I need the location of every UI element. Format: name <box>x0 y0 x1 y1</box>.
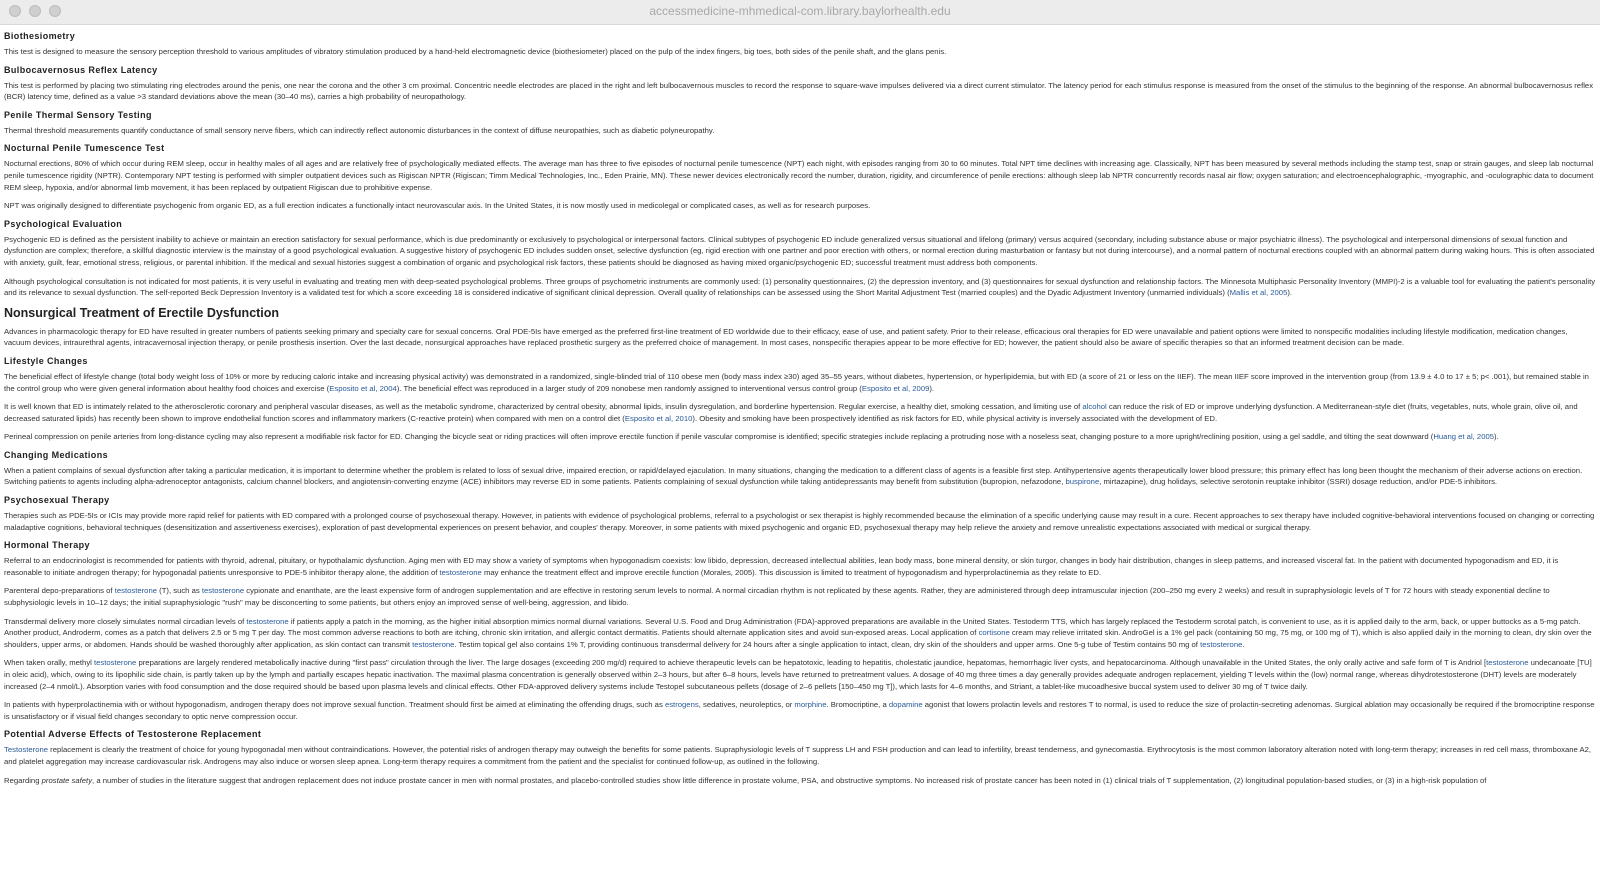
text: ). Obesity and smoking have been prospectively identified as risk factors for ED, while physical activity is inversely associated with the development of ED. <box>692 413 1218 423</box>
heading-nonsurgical-treatment: Nonsurgical Treatment of Erectile Dysfunction <box>4 305 280 320</box>
text: Transdermal delivery more closely simulates normal circadian levels of <box>4 616 247 626</box>
drug-link[interactable]: cortisone <box>978 628 1010 638</box>
drug-link[interactable]: testosterone <box>439 567 482 577</box>
text: It is well known that ED is intimately related to the atherosclerotic coronary and peripheral vascular diseases, as well as the metabolic syndrome, characterized by central obesity, abnormal lipids, insulin dysregulation, and borderline hypertension. Regular exercise, a healthy diet, smoking cessation, and limiting use of <box>4 402 1083 412</box>
drug-link[interactable]: alcohol <box>1082 402 1107 412</box>
text: preparations are largely rendered metabolically inactive during "first pass" circulation through the liver. The large dosages (exceeding 200 mg/d) required to achieve therapeutic levels can be hepatotoxic, leading to hepatitis, cholestatic jaundice, hepatomas, hemorrhagic liver cysts, and hepatocarcinoma. Although unavailable in the United States, the only orally active and safe form of T is Andriol [ <box>136 658 1487 668</box>
citation-link[interactable]: Esposito et al, 2004 <box>329 383 397 393</box>
text: ). <box>1287 288 1293 298</box>
text: cream may relieve irritated skin. AndroGel is a 1% gel pack (containing 50 mg, 75 mg, or 100 mg of T), which is also applied daily in the morning to clean, dry skin over the shoulders, upper arms, or abdomen. Hands should be washed thoroughly after application, as skin contact can transmit <box>4 628 1592 649</box>
emphasis-text: prostate safety <box>41 775 93 785</box>
text: Parenteral depo-preparations of <box>4 586 115 596</box>
heading-psychological-evaluation: Psychological Evaluation <box>4 218 123 229</box>
text: Regarding <box>4 775 42 785</box>
paragraph <box>4 465 1596 488</box>
text: ). <box>1494 432 1499 442</box>
window-url: accessmedicine-mhmedical-com.library.baylorhealth.edu <box>649 4 951 18</box>
text: if patients apply a patch in the morning, as the higher initial absorption mimics normal diurnal variations. Several U.S. Food and Drug Administration (FDA)-approved preparations are available in the United States. Testoderm TTS, which has largely replaced the Testoderm scrotal patch, is convenient to use, as it is applied daily to the arm, back, or upper buttocks as a 5-mg patch. Another product, Androderm, comes as a patch that delivers 2.5 or 5 mg T per day. The most common adverse reactions to both are itching, chronic skin irritation, and allergic contact dermatitis. Patients should alternate application sites and avoid sun-exposed areas. Local application of <box>4 616 1581 638</box>
drug-link[interactable]: testosterone <box>1486 658 1529 668</box>
article-content <box>0 31 1600 786</box>
text: can reduce the risk of ED or improve underlying dysfunction. A Mediterranean-style diet (fruits, vegetables, nuts, whole grain, olive oil, and decreased saturated lipids) has recently been shown to improve endothelial function scores and inflammatory markers (C-reactive protein) when compared with men on a control diet ( <box>4 402 1578 423</box>
text: When taken orally, methyl <box>4 658 95 668</box>
paragraph <box>4 699 1596 722</box>
text: ). <box>929 383 935 393</box>
drug-link[interactable]: testosterone <box>412 639 455 649</box>
paragraph <box>4 585 1596 608</box>
text: Although psychological consultation is not indicated for most patients, it is very useful in evaluating and treating men with deep-seated psychological problems. Three groups of psychometric instruments are commonly used: (1) personality questionnaires, (2) the depression inventory, and (3) questionnaires for sexual dysfunction and relationship factors. The Minnesota Multiphasic Personality Inventory (MMPI)-2 is a valuable tool for evaluating the patient's personality and its relevance to sexual dysfunction. The self-reported Beck Depression Inventory is a validated test for which a score exceeding 18 is considered indicative of significant clinical depression. Overall quality of relationships can be assessed using the Short Marital Adjustment Test (married couples) and the Dyadic Adjustment Inventory (unmarried individuals) ( <box>4 276 1596 298</box>
paragraph: Psychogenic ED is defined as the persistent inability to achieve or maintain an erection satisfactory for sexual performance, which is due predominantly or exclusively to psychological or interpersonal factors. Clinical subtypes of psychogenic ED include generalized versus situational and lifelong (primary) versus acquired (secondary, including substance abuse or major psychiatric illness). The psychological and interpersonal dimensions of sexual function and dysfunction are complex; therefore, a skillful diagnostic interview is the mainstay of a good psychological evaluation. A suggestive history of psychogenic ED includes sudden onset, selective dysfunction (eg, rigid erection with one partner and poor erection with others, or normal erection during masturbation or fantasy but not during intercourse), and a normal pattern of nocturnal erections coupled with an abnormal pattern during waking hours. This is often associated with anxiety, guilt, fear, emotional stress, religious, or parental inhibition. If the medical and sexual histories suggest a combination of organic and psychological risk factors, these patients should be diagnosed as having mixed organic/psychogenic ED; successful treatment must address both components. <box>4 234 1595 267</box>
paragraph: This test is performed by placing two stimulating ring electrodes around the penis, one near the corona and the other 3 cm proximal. Concentric needle electrodes are placed in the right and left bulbocavernous muscles to record the response to square-wave impulses delivered via a direct current stimulator. The latency period for each stimulus response is measured from the onset of the stimulus to the beginning of the response. An abnormal bulbocavernosus reflex (BCR) latency time, defined as a value >3 standard deviations above the mean (30–40 ms), carries a high probability of neuropathology. <box>4 80 1594 102</box>
text: cypionate and enanthate, are the least expensive form of androgen supplementation and are effective in restoring serum levels to normal. A normal circadian rhythm is not replicated by these agents. Rather, they are administered through deep intramuscular injection (200–250 mg every 2 weeks) and result in supraphysiologic levels of T for 72 hours with steady exponential decline to subphysiologic levels in 10–12 days; the initial supraphysiologic "rush" may be disconcerting to some patients, but others enjoy an improved sense of well-being, aggression, and libido. <box>4 586 1550 608</box>
heading-thermal-testing: Penile Thermal Sensory Testing <box>4 109 152 120</box>
paragraph <box>4 431 1596 443</box>
paragraph <box>4 657 1596 692</box>
heading-bcr-latency: Bulbocavernosus Reflex Latency <box>4 64 158 75</box>
drug-link[interactable]: testosterone <box>114 586 157 596</box>
paragraph <box>4 401 1596 424</box>
text: , mirtazapine), drug holidays, selective serotonin reuptake inhibitor (SSRI) dosage reduction, and/or PDE-5 inhibitors. <box>1099 477 1498 487</box>
paragraph: Advances in pharmacologic therapy for ED have resulted in greater numbers of patients seeking primary and specialty care for sexual concerns. Oral PDE-5Is have emerged as the preferred first-line treatment of ED worldwide due to their efficacy, ease of use, and patient safety. Prior to their release, efficacious oral therapies for ED were unavailable and patient options were limited to nonspecific modalities including lifestyle modification, medication changes, vacuum devices, intraurethral agents, intracavernosal injection therapy, or penile prosthesis insertion. Over the last decade, nonsurgical approaches have replaced prosthetic surgery as the preferred choice of management. In most cases, nonspecific therapies appear to be more effective for ED; however, the patient should also be aware of specific therapies so that an informed treatment decision can be made. <box>4 326 1568 348</box>
heading-lifestyle-changes: Lifestyle Changes <box>4 355 88 366</box>
text: The beneficial effect of lifestyle change (total body weight loss of 10% or more by reducing caloric intake and increasing physical activity) was demonstrated in a randomized, single-blinded trial of 110 obese men (body mass index ≥30) aged 35–55 years, without diabetes, hypertension, or hyperlipidemia, but with ED (a score of 21 or less on the IIEF). The mean IIEF score improved in the intervention group (from 13.9 ± 4.0 to 17 ± 5; p< .001), but remained stable in the control group who were given general information about healthy food choices and exercise ( <box>4 371 1589 393</box>
heading-changing-medications: Changing Medications <box>4 449 109 460</box>
drug-link[interactable]: testosterone <box>1200 639 1243 649</box>
citation-link[interactable]: Esposito et al, 2009 <box>861 383 930 393</box>
paragraph: NPT was originally designed to differentiate psychogenic from organic ED, as a full erection indicates a functionally intact neurovascular axis. In the United States, it is now mostly used in medicolegal or complicated cases, as well as for research purposes. <box>4 201 871 211</box>
text: agonist that lowers prolactin levels and restores T to normal, is used to reduce the size of prolactin-secreting adenomas. Surgical ablation may occasionally be required if the bromocriptine response is unsatisfactory or if visual field changes secondary to optic nerve compression occur. <box>4 700 1595 721</box>
heading-hormonal-therapy: Hormonal Therapy <box>4 540 90 551</box>
heading-adverse-effects: Potential Adverse Effects of Testosterone Replacement <box>4 729 262 740</box>
text: , a number of studies in the literature suggest that androgen replacement does not induce prostate cancer in men with normal prostates, and placebo-controlled studies show little difference in prostate volume, PSA, and obstructive symptoms. No increased risk of prostate cancer has been noted in (1) clinical trials of T supplementation, (2) longitudinal population-based studies, or (3) in a high-risk population of <box>92 775 1487 785</box>
text: ). The beneficial effect was reproduced in a larger study of 209 nonobese men randomly assigned to interventional versus control group ( <box>396 383 862 393</box>
text: , sedatives, neuroleptics, or <box>698 700 795 710</box>
text: . <box>1242 639 1245 649</box>
text: Perineal compression on penile arteries from long-distance cycling may also represent a modifiable risk factor for ED. Changing the bicycle seat or riding practices will often improve erectile function if penile vascular compromise is identified; specific strategies include replacing a protruding nose with a noseless seat, changing posture to a more upright/reclining position, using a gel saddle, and tilting the seat downward ( <box>4 432 1434 442</box>
text: (T), such as <box>157 586 202 596</box>
text: undecanoate [TU] in oleic acid), which, owing to its lipophilic side chain, is partly taken up by the lymph and partially escapes hepatic inactivation. The maximal plasma concentration is generally observed within 2–3 hours, but after 6–8 hours, levels have returned to pretreatment values. A dosage of 40 mg three times a day generally provides adequate androgen replacement, yielding T levels within the (low) normal range, whereas dihydrotestosterone (DHT) levels are moderately increased (2–4 nmol/L). Absorption varies with food consumption and the dose required should be based upon plasma levels and clinical effects. Other FDA-approved delivery systems include Testopel subcutaneous pellets (dosage of 2–6 pellets [150–450 mg T]), which lasts for 4–6 months, and Striant, a tablet-like mucoadhesive buccal system used to deliver 30 mg of T twice daily. <box>4 658 1592 691</box>
paragraph: Therapies such as PDE-5Is or ICIs may provide more rapid relief for patients with ED compared with a prolonged course of psychosexual therapy. However, in patients with evidence of psychological problems, referral to a psychologist or sex therapist is highly recommended because the elimination of a specific underlying cause may result in a cure. Recent approaches to sex therapy have included cognitive-behavioral interventions focused on changing or correcting maladaptive cognitions, behavioral techniques (desensitization and assertiveness exercises), exploration of past developmental experiences on present behavior, and couples' therapy. Moreover, in some patients with mixed psychogenic and organic ED, psychosexual therapy may help relieve the anxiety and remove unrealistic expectations associated with medical or surgical therapy. <box>4 511 1595 532</box>
paragraph: Thermal threshold measurements quantify conductance of small sensory nerve fibers, which can indirectly reflect autonomic disturbances in the context of diffuse neuropathies, such as diabetic polyneuropathy. <box>4 125 715 135</box>
drug-link[interactable]: testosterone <box>246 616 289 626</box>
text: When a patient complains of sexual dysfunction after taking a particular medication, it is important to determine whether the problem is related to loss of sexual drive, impaired erection, or rapid/delayed ejaculation. In many situations, changing the medication to a different class of agents is a feasible first step. Antihypertensive agents therapeutically lower blood pressure; this primary effect has long been thought the mechanism of their adverse actions on erection. Switching patients to agents including alpha-adrenoceptor antagonists, calcium channel blockers, and angiotensin-converting enzyme (ACE) inhibitors may reverse ED in some patients. Patients complaining of sexual dysfunction while taking antidepressants may benefit from substitution (bupropion, nefazodone, <box>4 465 1583 487</box>
citation-link[interactable]: Esposito et al, 2010 <box>624 413 693 423</box>
text: replacement is clearly the treatment of choice for young hypogonadal men without contraindications. However, the potential risks of androgen therapy may outweigh the benefits for some patients. Supraphysiologic levels of T suppress LH and FSH production and can lead to infertility, breast tenderness, and gynecomastia. Erythrocytosis is the most common laboratory alteration noted with long-term therapy; increases in red cell mass, thromboxane A2, and platelet aggregation may increase cardiovascular risk. Androgens may also induce or worsen sleep apnea. Long-term therapy requires a commitment from the patient and the specialist for continued follow-up, as outlined in the following. <box>4 745 1592 766</box>
drug-link[interactable]: estrogens <box>664 700 699 710</box>
text: In patients with hyperprolactinemia with or without hypogonadism, androgen therapy does not improve sexual function. Treatment should first be aimed at eliminating the offending drugs, such as <box>4 700 665 710</box>
paragraph: This test is designed to measure the sensory perception threshold to various amplitudes of vibratory stimulation produced by a hand-held electromagnetic device (biothesiometer) placed on the pulp of the index fingers, big toes, both sides of the penile shaft, and the glans penis. <box>4 47 947 56</box>
paragraph <box>4 371 1596 394</box>
text: may enhance the treatment effect and improve erectile function (Morales, 2005). This discussion is limited to treatment of hypogonadism and hyperprolactinemia as they relate to ED. <box>481 567 1102 577</box>
text: Referral to an endocrinologist is recommended for patients with thyroid, adrenal, pituitary, or hypothalamic dysfunction. Aging men with ED may show a variety of symptoms when hypogonadism coexists: low libido, depression, decreased intellectual abilities, lean body mass, bone mineral density, or skin turgor, changes in body hair distribution, changes in sleep patterns, and increased visceral fat. In the patient with documented hypogonadism and ED, it is reasonable to initiate androgen therapy; for hypogonadal patients unresponsive to PDE-5 inhibitor therapy alone, the addition of <box>4 556 1559 577</box>
citation-link[interactable]: Huang et al, 2005 <box>1433 432 1495 442</box>
paragraph <box>4 276 1596 299</box>
text: . Testim topical gel also contains 1% T, providing continuous transdermal delivery for 24 hours after a single application to intact, clean, dry skin of the shoulders and upper arms. One 5-g tube of Testim contains 50 mg of <box>454 639 1201 649</box>
paragraph <box>4 744 1596 767</box>
paragraph: Nocturnal erections, 80% of which occur during REM sleep, occur in healthy males of all ages and are relatively free of psychologically mediated effects. The average man has three to five episodes of nocturnal penile tumescence (NPT) each night, with episodes ranging from 30 to 60 minutes. Total NPT time declines with increasing age. Classically, NPT has been measured by several methods including the stamp test, snap or strain gauges, and sleep lab nocturnal penile tumescence rigidity (NPTR). Contemporary NPT testing is performed with simpler outpatient devices such as Rigiscan NPTR (Rigiscan; Timm Medical Technologies, Inc., Eden Prairie, MN). These newer devices electronically record the number, duration, rigidity, and circumference of penile erections: although sleep lab NPTR concurrently records nasal air flow; oxygen saturation; and electroencephalographic, -myographic, and -oculographic data to document REM sleep, hypoxia, and/or abnormal limb movement, it has been replaced by outpatient Rigiscan due to prohibitive expense. <box>4 159 1594 192</box>
heading-psychosexual-therapy: Psychosexual Therapy <box>4 495 110 506</box>
citation-link[interactable]: Mallis et al, 2005 <box>1229 288 1288 298</box>
text: . Bromocriptine, a <box>826 700 889 710</box>
paragraph <box>4 616 1596 651</box>
drug-link[interactable]: testosterone <box>94 658 137 668</box>
paragraph <box>4 775 1596 787</box>
heading-npt-test: Nocturnal Penile Tumescence Test <box>4 143 165 154</box>
window-titlebar <box>0 0 1600 25</box>
drug-link[interactable]: Testosterone <box>4 745 49 755</box>
paragraph <box>4 555 1596 578</box>
drug-link[interactable]: morphine <box>794 700 827 710</box>
drug-link[interactable]: buspirone <box>1065 477 1100 487</box>
drug-link[interactable]: dopamine <box>888 700 923 710</box>
heading-biothesiometry: Biothesiometry <box>4 31 76 41</box>
drug-link[interactable]: testosterone <box>201 586 245 596</box>
